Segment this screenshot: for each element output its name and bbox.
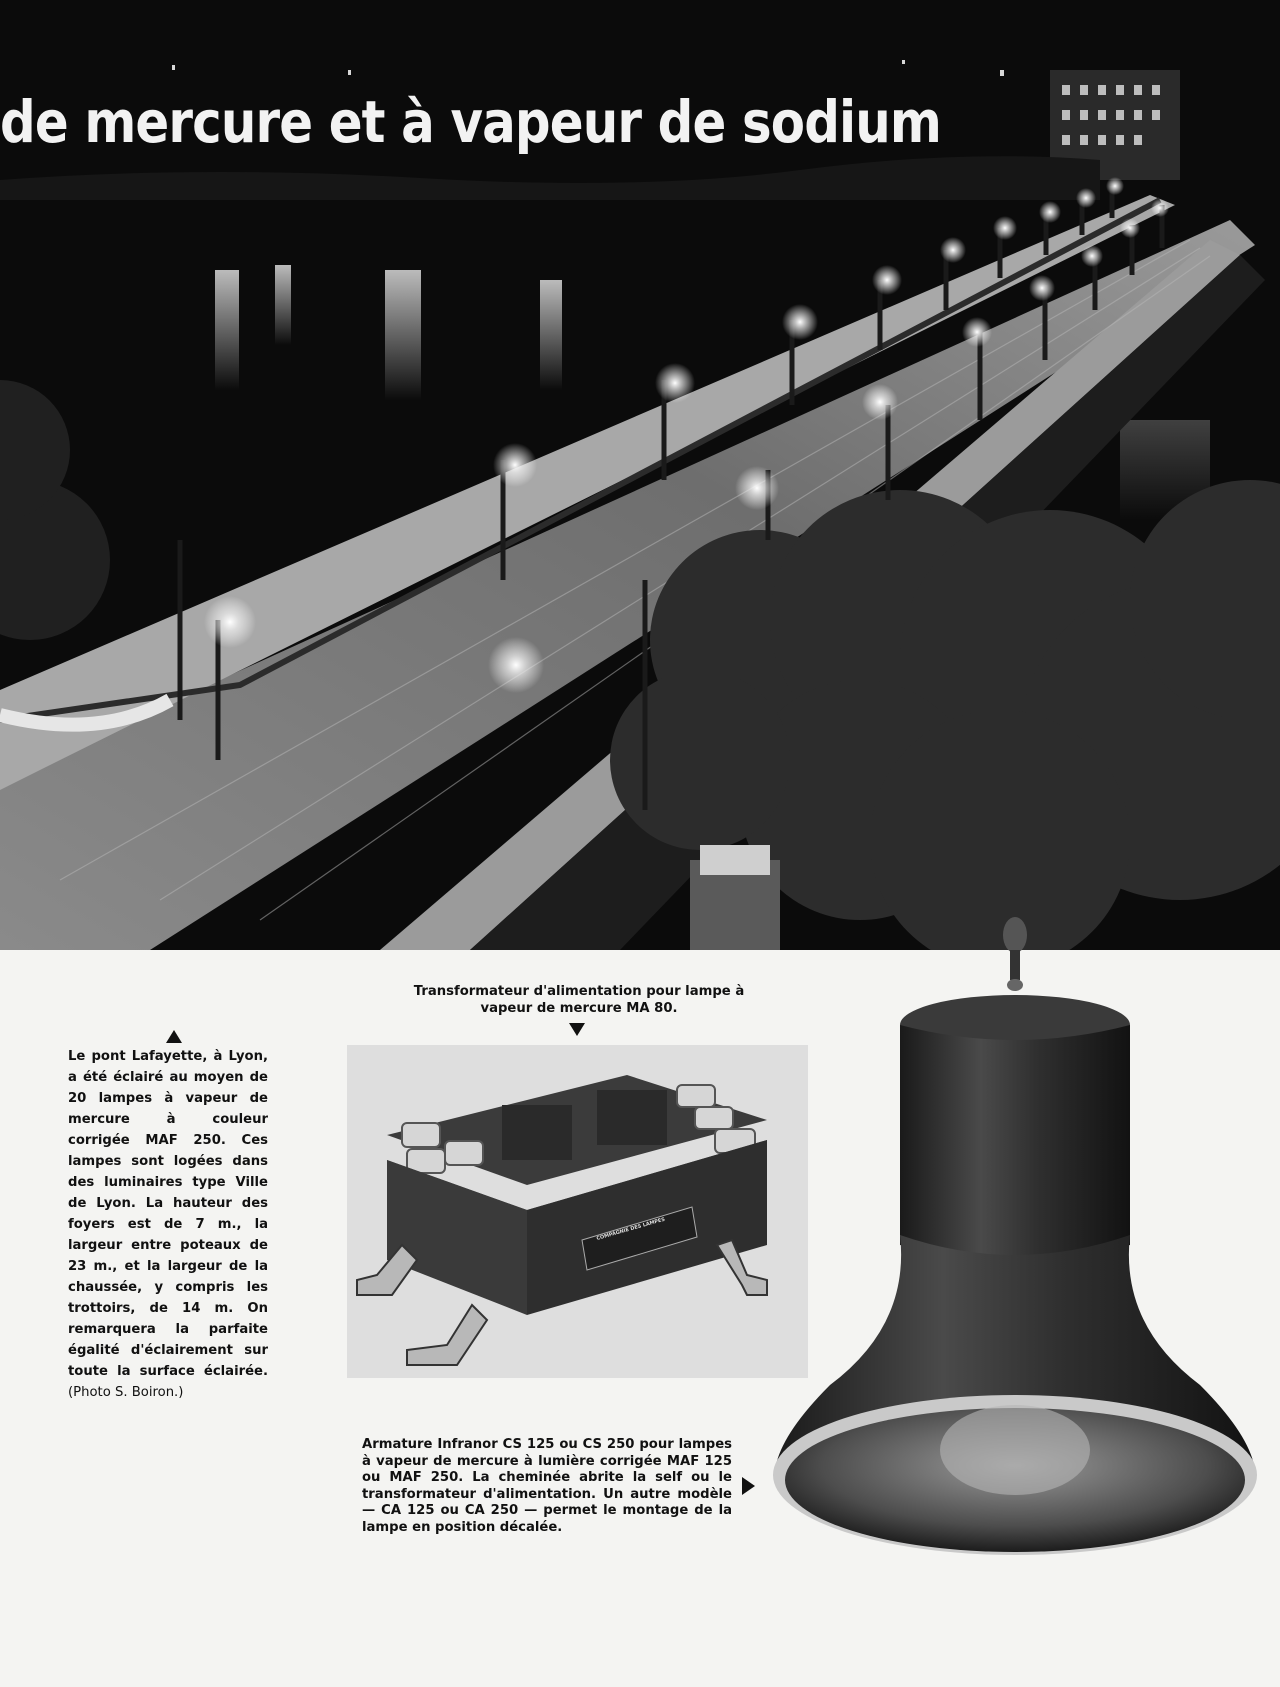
transformer-photo (347, 1045, 808, 1378)
luminaire-caption: Armature Infranor CS 125 ou CS 250 pour lampes à vapeur de mercure à lumière corrigée MAF 125 ou MAF 250. La cheminée abrite la self ou le transformateur d'alimentation. Un autre modèle — CA 125 ou CA 250 — permet le montage de la lampe en position décalée. (362, 1437, 732, 1535)
photo-credit: (Photo S. Boiron.) (68, 1385, 184, 1400)
caption-pointer-right-icon (742, 1477, 755, 1495)
bridge-caption-text: Le pont Lafayette, à Lyon, a été éclairé au moyen de 20 lampes à vapeur de mercure à couleur corrigée MAF 250. Ces lampes sont logées dans des luminaires type Ville de Lyon. La hauteur des foyers est de 7 m., la largeur entre poteaux de 23 m., et la largeur de la chaussée, y compris les trottoirs, de 14 m. On remarquera la parfaite égalité d'éclairement sur toute la surface éclairée. (68, 1049, 268, 1379)
nameplate-label: COMPAGNIE DES LAMPES (595, 1216, 666, 1242)
page-headline: de mercure et à vapeur de sodium (0, 88, 942, 156)
bridge-photo-caption (68, 1046, 268, 1403)
infranor-luminaire-illustration (760, 915, 1260, 1565)
caption-pointer-down-icon (569, 1023, 585, 1036)
transformer-caption: Transformateur d'alimentation pour lampe à vapeur de mercure MA 80. (413, 984, 745, 1016)
caption-pointer-up-icon (166, 1030, 182, 1043)
transformer-illustration (347, 1045, 808, 1378)
